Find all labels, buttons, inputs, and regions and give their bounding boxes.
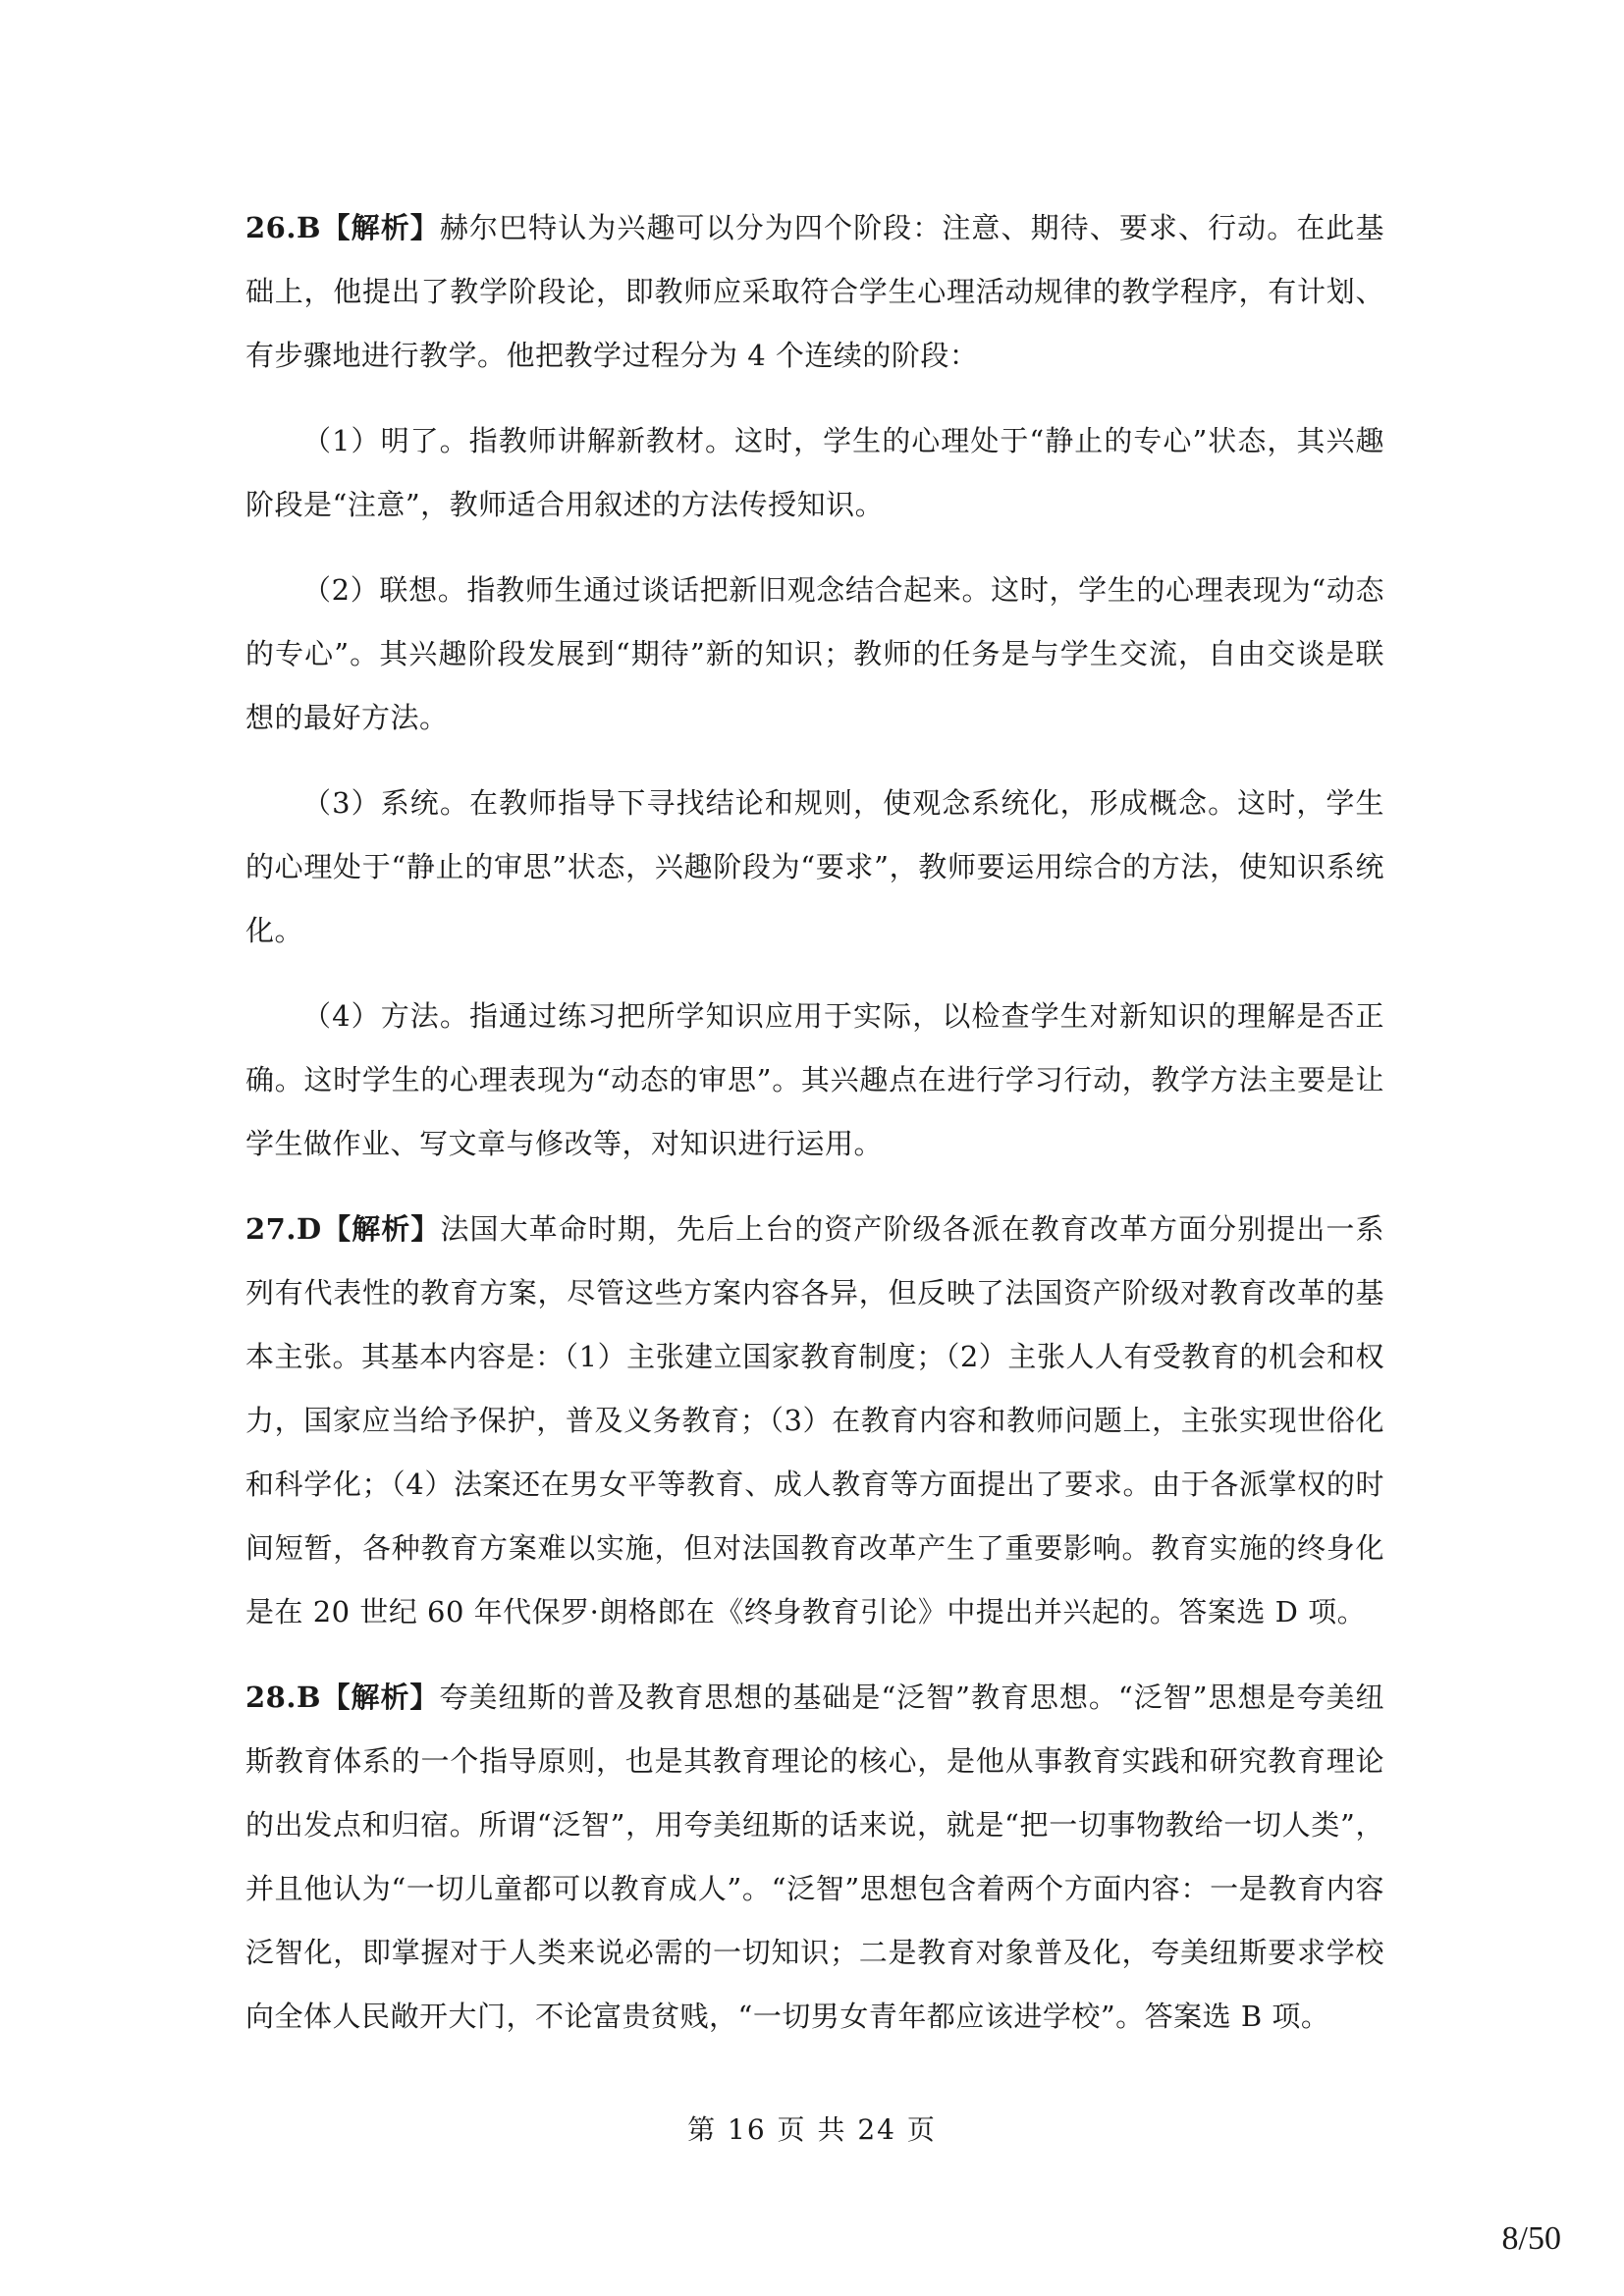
answer-28-text: 夸美纽斯的普及教育思想的基础是“泛智”教育思想。“泛智”思想是夸美纽斯教育体系的一个指导原则，也是其教育理论的核心，是他从事教育实践和研究教育理论的出发点和归宿。所谓“泛智”，用夸美纽斯的话来说，就是“把一切事物教给一切人类”，并且他认为“一切儿童都可以教育成人”。“泛智”思想包含着两个方面内容：一是教育内容泛智化，即掌握对于人类来说必需的一切知识；二是教育对象普及化，夸美纽斯要求学校向全体人民敞开大门，不论富贵贫贱，“一切男女青年都应该进学校”。答案选 B 项。 <box>245 1681 1384 2033</box>
page-counter: 8/50 <box>1501 2220 1561 2257</box>
answer-27-text: 法国大革命时期，先后上台的资产阶级各派在教育改革方面分别提出一系列有代表性的教育方案，尽管这些方案内容各异，但反映了法国资产阶级对教育改革的基本主张。其基本内容是：（1）主张建立国家教育制度；（2）主张人人有受教育的机会和权力，国家应当给予保护，普及义务教育；（3）在教育内容和教师问题上，主张实现世俗化和科学化；（4）法案还在男女平等教育、成人教育等方面提出了要求。由于各派掌权的时间短暂，各种教育方案难以实施，但对法国教育改革产生了重要影响。教育实施的终身化是在 20 世纪 60 年代保罗·朗格郎在《终身教育引论》中提出并兴起的。答案选 D 项。 <box>245 1212 1384 1629</box>
answer-26-prefix: 26.B【解析】 <box>245 211 440 244</box>
answer-26-step-4: （4）方法。指通过练习把所学知识应用于实际，以检查学生对新知识的理解是否正确。这时学生的心理表现为“动态的审思”。其兴趣点在进行学习行动，教学方法主要是让学生做作业、写文章与修改等，对知识进行运用。 <box>245 999 1384 1160</box>
answer-27 <box>245 1198 1384 1644</box>
answer-26-step-1: （1）明了。指教师讲解新教材。这时，学生的心理处于“静止的专心”状态，其兴趣阶段是“注意”，教师适合用叙述的方法传授知识。 <box>245 424 1384 521</box>
answer-28-prefix: 28.B【解析】 <box>245 1681 440 1714</box>
answer-26 <box>245 196 1384 388</box>
answer-26-text: 赫尔巴特认为兴趣可以分为四个阶段：注意、期待、要求、行动。在此基础上，他提出了教学阶段论，即教师应采取符合学生心理活动规律的教学程序，有计划、有步骤地进行教学。他把教学过程分为 4 个连续的阶段： <box>245 211 1384 372</box>
answer-26-step-3: （3）系统。在教师指导下寻找结论和规则，使观念系统化，形成概念。这时，学生的心理处于“静止的审思”状态，兴趣阶段为“要求”，教师要运用综合的方法，使知识系统化。 <box>245 786 1384 947</box>
document-body <box>245 196 1384 2070</box>
answer-28 <box>245 1666 1384 2049</box>
answer-26-step-2: （2）联想。指教师生通过谈话把新旧观念结合起来。这时，学生的心理表现为“动态的专心”。其兴趣阶段发展到“期待”新的知识；教师的任务是与学生交流，自由交谈是联想的最好方法。 <box>245 573 1384 734</box>
answer-27-prefix: 27.D【解析】 <box>245 1212 441 1246</box>
page-footer: 第 16 页 共 24 页 <box>687 2113 937 2146</box>
